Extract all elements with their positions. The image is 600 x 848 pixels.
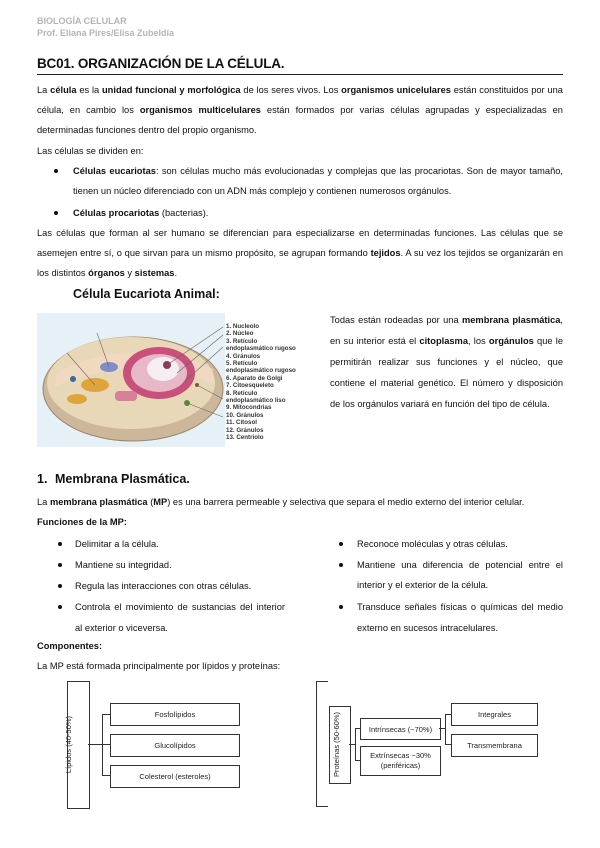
connector — [102, 714, 110, 715]
bullet-icon — [339, 563, 343, 567]
bracket — [316, 681, 328, 682]
cells-divide-text: Las células se dividen en: — [37, 146, 144, 156]
lipid-item-box: Colesterol (esteroles) — [110, 765, 240, 788]
function-left-item: Mantiene su integridad. — [75, 560, 172, 570]
header-subject: BIOLOGÍA CELULAR — [37, 16, 127, 26]
lipid-item-box: Fosfolípidos — [110, 703, 240, 726]
bullet-icon — [54, 169, 58, 173]
connector — [102, 744, 110, 745]
lipid-item-box: Glucolípidos — [110, 734, 240, 757]
function-left-item: Controla el movimiento de sustancias del interior al exterior o viceversa. — [75, 602, 285, 633]
mp-definition: La membrana plasmática (MP) es una barrera permeable y selectiva que separa el medio externo del interior celular. — [37, 497, 525, 507]
cell-legend: 1. Nucleolo 2. Núcleo 3. Retículo endoplasmático rugoso 4. Gránulos 5. Retículo endoplasmático rugoso 6. Aparato de Golgi 7. Citoesqueleto 8. Retículo endoplasmático liso 9. Mitocondrias 10. Gránulos 11. Citosol 12. Gránulos 13. Centriolo — [226, 323, 296, 442]
animal-cell-heading: Célula Eucariota Animal: — [73, 287, 220, 301]
title-underline — [37, 74, 563, 75]
function-right-item: Transduce señales físicas o químicas del medio externo en sucesos intracelulares. — [357, 602, 563, 633]
components-heading: Componentes: — [37, 641, 103, 651]
components-text: La MP está formada principalmente por lípidos y proteínas: — [37, 661, 281, 671]
header-teachers: Prof. Eliana Pires/Elisa Zubeldía — [37, 28, 175, 38]
bullet-icon — [339, 542, 343, 546]
bracket — [316, 806, 328, 807]
bullet-icon — [54, 211, 58, 215]
section-1-number: 1. — [37, 472, 48, 486]
connector — [88, 744, 102, 745]
intrinsic-box: Intrínsecas (~70%) — [360, 718, 441, 740]
bullet-icon — [58, 584, 62, 588]
function-right-item: Mantiene una diferencia de potencial entre el interior y el exterior de la célula. — [357, 560, 563, 590]
page-title: BC01. ORGANIZACIÓN DE LA CÉLULA. — [37, 56, 285, 71]
bullet-icon — [58, 605, 62, 609]
type-eukaryote: Células eucariotas: son células mucho más evolucionadas y complejas que las procariotas. Son de mayor tamaño, tienen un núcleo diferenciado con un ADN más complejo y contienen numerosos orgánulos. — [73, 166, 563, 196]
intro-paragraph: La célula es la unidad funcional y morfológica de los seres vivos. Los organismos unicelulares están constituidos por una célula, en cambio los organismos multicelulares están formados por varias células agrupadas y especializadas en determinadas funciones dentro del propio organismo. — [37, 85, 563, 135]
lipids-root-label: Lípidos (40-50%) — [64, 715, 74, 774]
section-1-title: Membrana Plasmática. — [55, 472, 190, 486]
functions-heading: Funciones de la MP: — [37, 517, 127, 527]
extrinsic-box: Extrínsecas ~30% (periféricas) — [360, 746, 441, 776]
function-right-item: Reconoce moléculas y otras células. — [357, 539, 508, 549]
transmembrane-box: Transmembrana — [451, 734, 538, 757]
connector — [355, 728, 356, 760]
proteins-root-label: Proteínas (50-60%) — [332, 711, 342, 778]
animal-cell-illustration — [37, 313, 225, 447]
membrane-paragraph: Todas están rodeadas por una membrana plasmática, en su interior está el citoplasma, los orgánulos que le permitirán realizar sus funciones y el núcleo, que contiene el material genético. El número y disposición de los orgánulos variará en función del tipo de célula. — [330, 315, 563, 409]
bullet-icon — [58, 563, 62, 567]
connector — [102, 775, 110, 776]
bullet-icon — [58, 542, 62, 546]
function-left-item: Delimitar a la célula. — [75, 539, 159, 549]
bullet-icon — [339, 605, 343, 609]
connector — [445, 714, 446, 744]
tissues-paragraph: Las células que forman al ser humano se diferencian para especializarse en determinadas funciones. Las células que se asemejen entre sí, o que sirvan para un mismo propósito, se agrupan formando tejidos. A su vez los tejidos se organizarán en los distintos órganos y sistemas. — [37, 228, 563, 278]
type-prokaryote: Células procariotas (bacterias). — [73, 208, 209, 218]
bracket — [316, 681, 317, 807]
integral-box: Integrales — [451, 703, 538, 726]
function-left-item: Regula las interacciones con otras células. — [75, 581, 252, 591]
